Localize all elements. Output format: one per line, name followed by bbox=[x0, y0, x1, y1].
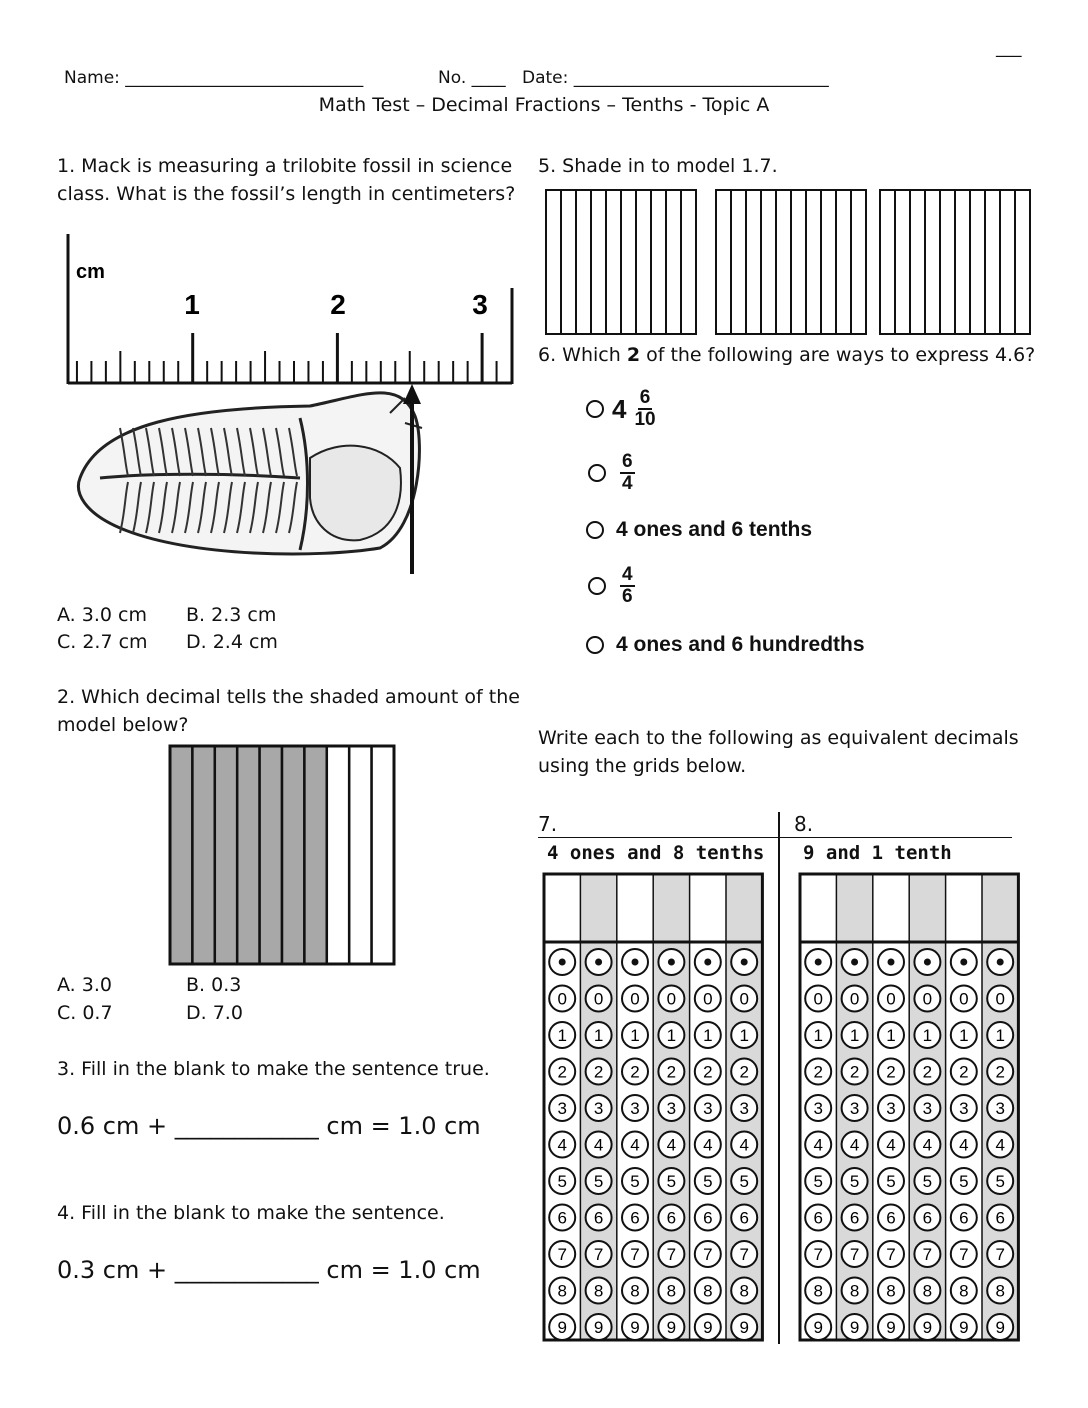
q5-tenths-model[interactable] bbox=[546, 190, 696, 334]
bubble-digit: 1 bbox=[922, 1026, 933, 1045]
bubble-digit: 6 bbox=[813, 1208, 823, 1228]
ruler-number-2: 2 bbox=[330, 289, 346, 320]
bubble-digit: 0 bbox=[959, 989, 969, 1009]
q2-text-line2: model below? bbox=[57, 714, 189, 736]
bubble-digit: 6 bbox=[666, 1208, 677, 1228]
name-field[interactable]: Name: ____________________________ bbox=[64, 68, 364, 88]
q2-tenth-strip bbox=[260, 746, 282, 964]
bubble-digit: 1 bbox=[739, 1026, 749, 1045]
bubble-digit: 3 bbox=[995, 1099, 1005, 1118]
q2-tenth-strip bbox=[282, 746, 304, 964]
trilobite-fossil bbox=[78, 393, 422, 554]
bubble-digit: 8 bbox=[995, 1281, 1005, 1301]
q6-option-4-radio[interactable] bbox=[588, 577, 606, 595]
bubble-digit: 2 bbox=[922, 1062, 933, 1082]
bubble-digit: 6 bbox=[886, 1208, 896, 1228]
bubble-digit: 7 bbox=[739, 1245, 749, 1264]
bubble-digit: 0 bbox=[630, 989, 640, 1009]
q7-number: 7. bbox=[538, 812, 558, 836]
bubble-digit: 5 bbox=[813, 1172, 823, 1191]
q6-option-3-radio[interactable] bbox=[586, 521, 604, 539]
bubble-digit: 3 bbox=[849, 1099, 860, 1118]
bubble-digit: 9 bbox=[666, 1318, 677, 1337]
q7-answer-grid[interactable] bbox=[540, 870, 766, 1346]
bubble-digit: 6 bbox=[995, 1208, 1005, 1228]
bubble-digit: 3 bbox=[703, 1099, 713, 1118]
q5-tenth-strip[interactable] bbox=[1000, 190, 1015, 334]
bubble-digit: 5 bbox=[922, 1172, 933, 1191]
bubble-digit: 9 bbox=[630, 1318, 640, 1337]
q5-tenth-strip[interactable] bbox=[761, 190, 776, 334]
bubble-digit: 8 bbox=[593, 1281, 604, 1301]
q8-prompt: 9 and 1 tenth bbox=[803, 842, 952, 864]
date-field[interactable]: Date: ______________________________ bbox=[522, 68, 829, 88]
q3-text: 3. Fill in the blank to make the sentence true. bbox=[57, 1058, 490, 1080]
q5-tenth-strip[interactable] bbox=[776, 190, 791, 334]
q5-tenth-strip[interactable] bbox=[910, 190, 925, 334]
bubble-digit: 8 bbox=[557, 1281, 567, 1301]
q6-option-2-fraction: $\frac{6}{4}$ bbox=[622, 451, 633, 494]
bubble-digit: 0 bbox=[995, 989, 1005, 1009]
q5-tenth-strip[interactable] bbox=[746, 190, 761, 334]
bubble-digit: 0 bbox=[849, 989, 860, 1009]
bubble-digit: 7 bbox=[813, 1245, 823, 1264]
bubble-digit: 7 bbox=[886, 1245, 896, 1264]
q6-option-5-label: 4 ones and 6 hundredths bbox=[616, 633, 865, 656]
q5-tenth-strip[interactable] bbox=[851, 190, 866, 334]
bubble-digit: 1 bbox=[849, 1026, 860, 1045]
bubble-digit: 3 bbox=[959, 1099, 969, 1118]
bubble-digit: 4 bbox=[593, 1135, 604, 1155]
q6-option-2[interactable] bbox=[588, 452, 635, 494]
bubble-digit: 5 bbox=[959, 1172, 969, 1191]
q2-tenth-strip bbox=[170, 746, 192, 964]
bubble-digit: 8 bbox=[703, 1281, 713, 1301]
bubble-digit: 1 bbox=[995, 1026, 1005, 1045]
bubble-digit: 2 bbox=[849, 1062, 860, 1082]
q5-tenth-strip[interactable] bbox=[836, 190, 851, 334]
bubble-digit: 5 bbox=[886, 1172, 896, 1191]
q6-text: 6. Which 2 of the following are ways to express 4.6? bbox=[538, 344, 1036, 366]
bubble-digit: 9 bbox=[959, 1318, 969, 1337]
q5-tenth-strip[interactable] bbox=[940, 190, 955, 334]
q3-equation[interactable]: 0.6 cm + ____________ cm = 1.0 cm bbox=[57, 1112, 481, 1140]
q5-tenth-strip[interactable] bbox=[606, 190, 621, 334]
q2-option-b[interactable]: B. 0.3 bbox=[186, 974, 242, 996]
q5-tenth-strip[interactable] bbox=[985, 190, 1000, 334]
q5-tenths-model[interactable] bbox=[880, 190, 1030, 334]
bubble-digit: 0 bbox=[886, 989, 896, 1009]
q7-prompt: 4 ones and 8 tenths bbox=[547, 842, 765, 864]
q5-tenth-strip[interactable] bbox=[821, 190, 836, 334]
bubble-digit: 6 bbox=[630, 1208, 640, 1228]
bubble-digit: 1 bbox=[666, 1026, 677, 1045]
q5-tenth-strip[interactable] bbox=[666, 190, 681, 334]
q2-option-a[interactable]: A. 3.0 bbox=[57, 974, 112, 996]
q2-text-line1: 2. Which decimal tells the shaded amount of the bbox=[57, 686, 520, 708]
bubble-digit: 9 bbox=[886, 1318, 896, 1337]
bubble-digit: 4 bbox=[703, 1135, 713, 1155]
bubble-digit: 7 bbox=[922, 1245, 933, 1264]
bubble-digit: 2 bbox=[557, 1062, 567, 1082]
bubble-digit: 7 bbox=[849, 1245, 860, 1264]
q2-tenth-strip bbox=[372, 746, 394, 964]
q5-tenth-strip[interactable] bbox=[621, 190, 636, 334]
bubble-digit: 6 bbox=[593, 1208, 604, 1228]
bubble-digit: 9 bbox=[739, 1318, 749, 1337]
write-instructions-line2: using the grids below. bbox=[538, 755, 747, 777]
q6-option-3-label: 4 ones and 6 tenths bbox=[616, 518, 813, 541]
bubble-digit: 5 bbox=[593, 1172, 604, 1191]
bubble-digit: 1 bbox=[593, 1026, 604, 1045]
q5-tenth-strip[interactable] bbox=[791, 190, 806, 334]
bubble-digit: 4 bbox=[922, 1135, 933, 1155]
bubble-digit: 2 bbox=[886, 1062, 896, 1082]
q2-tenth-strip bbox=[215, 746, 237, 964]
bubble-digit: 9 bbox=[703, 1318, 713, 1337]
bubble-digit: 4 bbox=[995, 1135, 1005, 1155]
q2-option-c[interactable]: C. 0.7 bbox=[57, 1002, 113, 1024]
bubble-digit: 0 bbox=[922, 989, 933, 1009]
bubble-digit: 5 bbox=[557, 1172, 567, 1191]
q2-tenth-strip bbox=[349, 746, 371, 964]
ruler-number-1: 1 bbox=[184, 289, 200, 320]
q8-answer-grid[interactable] bbox=[796, 870, 1022, 1346]
bubble-digit: 7 bbox=[703, 1245, 713, 1264]
bubble-digit: 5 bbox=[666, 1172, 677, 1191]
bubble-digit: 1 bbox=[886, 1026, 896, 1045]
bubble-digit: 0 bbox=[593, 989, 604, 1009]
q5-tenth-strip[interactable] bbox=[880, 190, 895, 334]
q8-number: 8. bbox=[794, 812, 814, 836]
q1-option-d[interactable]: D. 2.4 cm bbox=[186, 631, 278, 653]
q6-option-3[interactable] bbox=[586, 518, 812, 542]
bubble-digit: 6 bbox=[922, 1208, 933, 1228]
bubble-digit: 4 bbox=[739, 1135, 749, 1155]
bubble-digit: 1 bbox=[630, 1026, 640, 1045]
bubble-digit: 6 bbox=[959, 1208, 969, 1228]
q6-option-4[interactable] bbox=[588, 565, 635, 607]
q1-option-b[interactable]: B. 2.3 cm bbox=[186, 604, 277, 626]
bubble-digit: 3 bbox=[922, 1099, 933, 1118]
bubble-digit: 9 bbox=[593, 1318, 604, 1337]
q5-tenth-strip[interactable] bbox=[1015, 190, 1030, 334]
number-field[interactable]: No. ____ bbox=[438, 68, 506, 88]
bubble-digit: 9 bbox=[995, 1318, 1005, 1337]
bubble-digit: 8 bbox=[739, 1281, 749, 1301]
bubble-digit: 7 bbox=[557, 1245, 567, 1264]
bubble-digit: 5 bbox=[849, 1172, 860, 1191]
bubble-digit: 4 bbox=[557, 1135, 567, 1155]
bubble-digit: 1 bbox=[959, 1026, 969, 1045]
bubble-digit: 0 bbox=[703, 989, 713, 1009]
q5-tenth-strip[interactable] bbox=[806, 190, 821, 334]
bubble-digit: 3 bbox=[739, 1099, 749, 1118]
grid-divider bbox=[778, 812, 780, 1344]
ruler-number-3: 3 bbox=[472, 289, 488, 320]
bubble-digit: 9 bbox=[557, 1318, 567, 1337]
q5-tenth-strip[interactable] bbox=[970, 190, 985, 334]
ruler-ticks bbox=[77, 333, 497, 383]
q5-tenth-strip[interactable] bbox=[731, 190, 746, 334]
corner-mark: ___ bbox=[996, 38, 1022, 58]
q2-tenth-strip bbox=[237, 746, 259, 964]
bubble-digit: 7 bbox=[995, 1245, 1005, 1264]
bubble-digit: 5 bbox=[739, 1172, 749, 1191]
bubble-digit: 4 bbox=[666, 1135, 677, 1155]
q6-option-1-whole: 4 bbox=[612, 393, 627, 424]
bubble-digit: 9 bbox=[849, 1318, 860, 1337]
q5-tenth-strip[interactable] bbox=[591, 190, 606, 334]
bubble-digit: 2 bbox=[666, 1062, 677, 1082]
q2-tenth-strip bbox=[304, 746, 326, 964]
bubble-digit: 7 bbox=[666, 1245, 677, 1264]
q5-tenth-strip[interactable] bbox=[925, 190, 940, 334]
bubble-digit: 8 bbox=[813, 1281, 823, 1301]
q1-option-a[interactable]: A. 3.0 cm bbox=[57, 604, 147, 626]
q5-tenths-models bbox=[540, 186, 1040, 340]
bubble-digit: 3 bbox=[886, 1099, 896, 1118]
bubble-digit: 2 bbox=[593, 1062, 604, 1082]
ruler-unit: cm bbox=[76, 261, 105, 283]
write-instructions-line1: Write each to the following as equivalent decimals bbox=[538, 727, 1019, 749]
bubble-digit: 6 bbox=[739, 1208, 749, 1228]
bubble-digit: 6 bbox=[849, 1208, 860, 1228]
q4-equation[interactable]: 0.3 cm + ____________ cm = 1.0 cm bbox=[57, 1256, 481, 1284]
bubble-digit: 8 bbox=[886, 1281, 896, 1301]
q6-option-4-fraction: $\frac{4}{6}$ bbox=[622, 564, 633, 607]
bubble-digit: 9 bbox=[813, 1318, 823, 1337]
q6-option-1-fraction: $\frac{6}{10}$ bbox=[634, 387, 656, 430]
q5-tenth-strip[interactable] bbox=[895, 190, 910, 334]
q2-tenth-strip bbox=[327, 746, 349, 964]
bubble-digit: 4 bbox=[813, 1135, 823, 1155]
bubble-digit: 7 bbox=[959, 1245, 969, 1264]
bubble-digit: 0 bbox=[557, 989, 567, 1009]
q1-option-c[interactable]: C. 2.7 cm bbox=[57, 631, 148, 653]
q5-tenth-strip[interactable] bbox=[636, 190, 651, 334]
q5-tenth-strip[interactable] bbox=[546, 190, 561, 334]
bubble-digit: 1 bbox=[703, 1026, 713, 1045]
bubble-digit: 3 bbox=[557, 1099, 567, 1118]
bubble-digit: 9 bbox=[922, 1318, 933, 1337]
bubble-digit: 5 bbox=[630, 1172, 640, 1191]
bubble-digit: 4 bbox=[630, 1135, 640, 1155]
q2-tenths-model bbox=[168, 744, 398, 968]
bubble-digit: 1 bbox=[813, 1026, 823, 1045]
bubble-digit: 7 bbox=[593, 1245, 604, 1264]
q5-tenth-strip[interactable] bbox=[576, 190, 591, 334]
bubble-digit: 2 bbox=[739, 1062, 749, 1082]
bubble-digit: 2 bbox=[995, 1062, 1005, 1082]
bubble-digit: 7 bbox=[630, 1245, 640, 1264]
q5-tenth-strip[interactable] bbox=[716, 190, 731, 334]
q2-option-d[interactable]: D. 7.0 bbox=[186, 1002, 243, 1024]
bubble-digit: 4 bbox=[959, 1135, 969, 1155]
q5-tenth-strip[interactable] bbox=[561, 190, 576, 334]
bubble-digit: 2 bbox=[813, 1062, 823, 1082]
bubble-digit: 8 bbox=[630, 1281, 640, 1301]
bubble-digit: 6 bbox=[557, 1208, 567, 1228]
header-rule bbox=[538, 837, 1012, 838]
bubble-digit: 6 bbox=[703, 1208, 713, 1228]
q6-option-1[interactable] bbox=[586, 388, 656, 430]
bubble-digit: 2 bbox=[630, 1062, 640, 1082]
q4-text: 4. Fill in the blank to make the sentence. bbox=[57, 1202, 445, 1224]
bubble-digit: 8 bbox=[959, 1281, 969, 1301]
q5-tenth-strip[interactable] bbox=[955, 190, 970, 334]
q1-text-line1: 1. Mack is measuring a trilobite fossil in science bbox=[57, 155, 513, 177]
q6-option-5[interactable] bbox=[586, 633, 865, 657]
q5-tenth-strip[interactable] bbox=[681, 190, 696, 334]
bubble-digit: 8 bbox=[849, 1281, 860, 1301]
q1-text-line2: class. What is the fossil’s length in centimeters? bbox=[57, 183, 516, 205]
bubble-digit: 3 bbox=[813, 1099, 823, 1118]
q6-option-1-radio[interactable] bbox=[586, 400, 604, 418]
bubble-digit: 1 bbox=[557, 1026, 567, 1045]
bubble-digit: 4 bbox=[849, 1135, 860, 1155]
bubble-digit: 0 bbox=[813, 989, 823, 1009]
q2-tenth-strip bbox=[192, 746, 214, 964]
bubble-digit: 5 bbox=[703, 1172, 713, 1191]
q5-tenths-model[interactable] bbox=[716, 190, 866, 334]
q5-tenth-strip[interactable] bbox=[651, 190, 666, 334]
q6-option-5-radio[interactable] bbox=[586, 636, 604, 654]
bubble-digit: 2 bbox=[703, 1062, 713, 1082]
q5-text: 5. Shade in to model 1.7. bbox=[538, 155, 778, 177]
bubble-digit: 2 bbox=[959, 1062, 969, 1082]
bubble-digit: 0 bbox=[739, 989, 749, 1009]
ruler-fossil-figure bbox=[60, 228, 520, 578]
page-title: Math Test – Decimal Fractions – Tenths - Topic A bbox=[318, 94, 770, 116]
bubble-digit: 0 bbox=[666, 989, 677, 1009]
bubble-digit: 8 bbox=[922, 1281, 933, 1301]
bubble-digit: 8 bbox=[666, 1281, 677, 1301]
bubble-digit: 5 bbox=[995, 1172, 1005, 1191]
bubble-digit: 3 bbox=[593, 1099, 604, 1118]
q6-option-2-radio[interactable] bbox=[588, 464, 606, 482]
bubble-digit: 3 bbox=[666, 1099, 677, 1118]
bubble-digit: 3 bbox=[630, 1099, 640, 1118]
bubble-digit: 4 bbox=[886, 1135, 896, 1155]
